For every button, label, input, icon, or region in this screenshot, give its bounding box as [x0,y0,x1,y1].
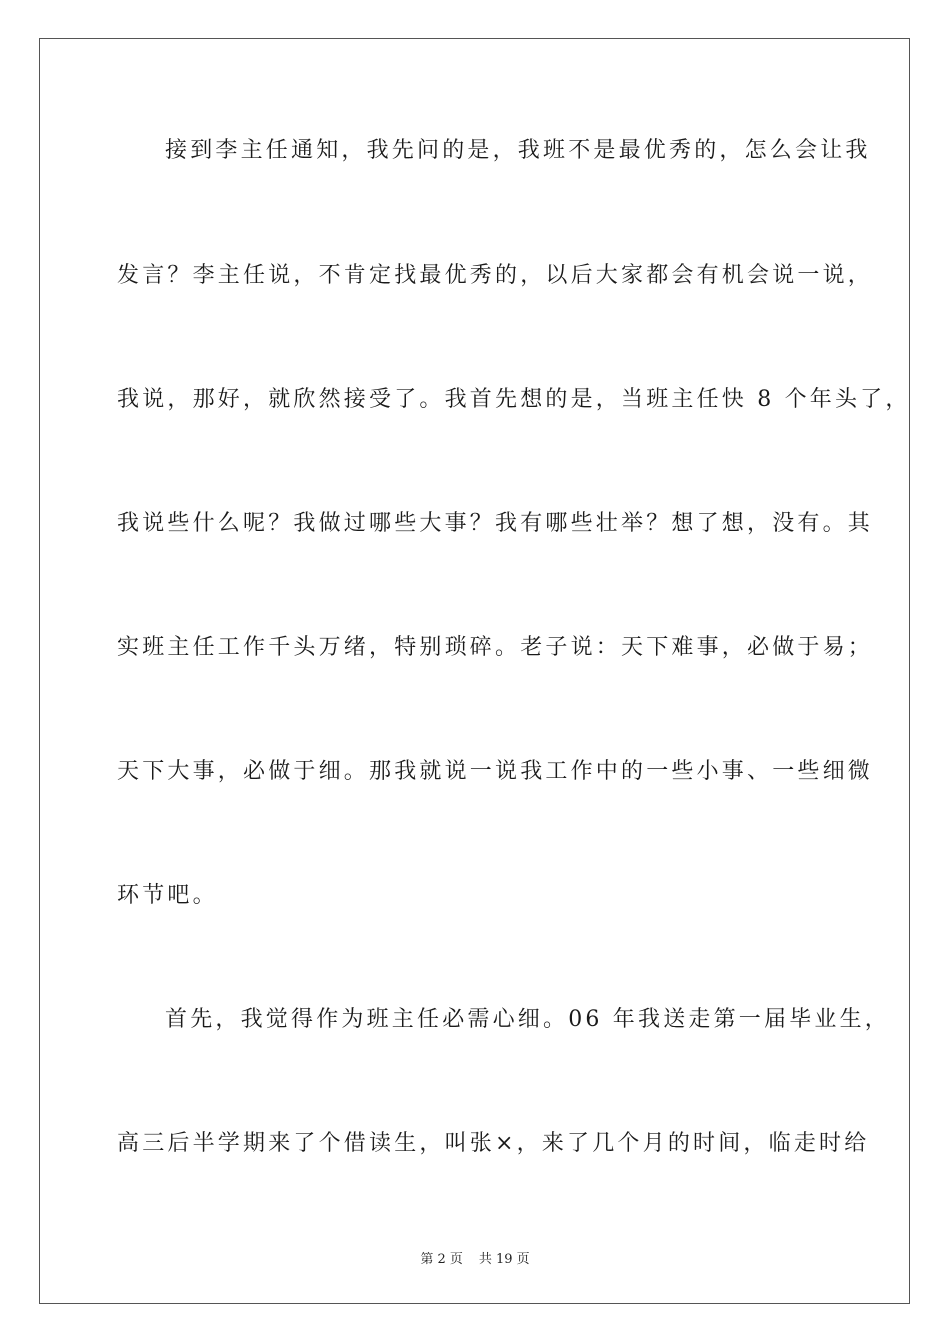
paragraph-line: 我说些什么呢？我做过哪些大事？我有哪些壮举？想了想，没有。其 [117,511,874,536]
page-border [39,38,910,1304]
paragraph-line: 环节吧。 [117,883,218,908]
paragraph-line: 高三后半学期来了个借读生，叫张×，来了几个月的时间，临走时给 [117,1131,870,1156]
page-footer [0,1248,950,1267]
paragraph-line: 首先，我觉得作为班主任必需心细。06 年我送走第一届毕业生， [165,1007,890,1032]
page-total: 共 19 页 [478,1252,530,1267]
paragraph-line: 天下大事，必做于细。那我就说一说我工作中的一些小事、一些细微 [117,759,874,784]
paragraph-line: 我说，那好，就欣然接受了。我首先想的是，当班主任快 8 个年头了， [117,387,911,412]
paragraph-line: 发言？李主任说，不肯定找最优秀的，以后大家都会有机会说一说， [117,263,874,288]
paragraph-line: 接到李主任通知，我先问的是，我班不是最优秀的，怎么会让我 [165,138,871,163]
page-number: 第 2 页 [420,1252,463,1267]
paragraph-line: 实班主任工作千头万绪，特别琐碎。老子说：天下难事，必做于易； [117,635,874,660]
